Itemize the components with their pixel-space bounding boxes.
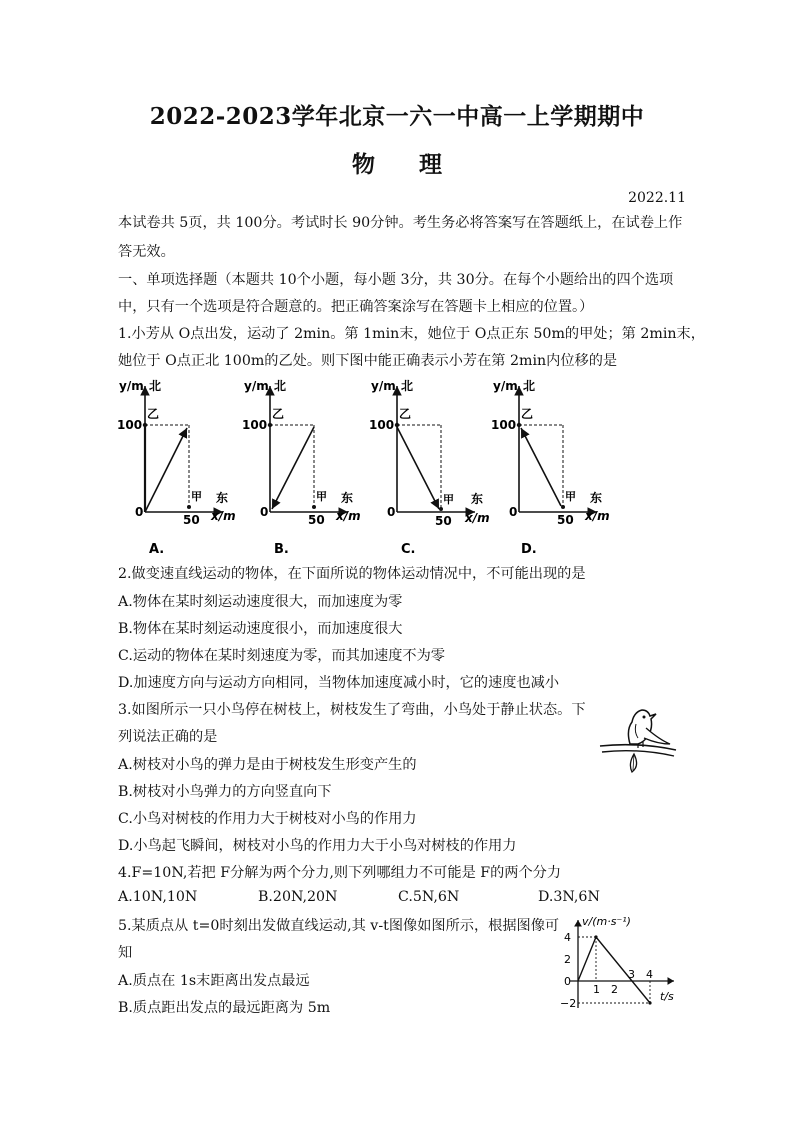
exam-date: 2022.11 <box>628 190 686 206</box>
q3-line-2: 列说法正确的是 <box>118 729 218 745</box>
svg-text:100: 100 <box>491 418 517 432</box>
q4-option-c: C.5N,6N <box>398 889 460 905</box>
svg-text:x/m: x/m <box>336 509 361 523</box>
svg-text:北: 北 <box>149 379 162 393</box>
q4-option-d: D.3N,6N <box>538 889 600 905</box>
svg-text:y/m: y/m <box>119 379 144 393</box>
vt-graph <box>556 912 680 1018</box>
q5-line-2: 知 <box>118 945 133 961</box>
svg-text:0: 0 <box>387 505 396 519</box>
y-tick-2: 2 <box>564 953 571 966</box>
svg-text:x/m: x/m <box>211 509 236 523</box>
svg-text:50: 50 <box>435 514 452 528</box>
q4-stem: 4.F=10N,若把 F分解为两个分力,则下列哪组力不可能是 F的两个分力 <box>118 865 562 881</box>
svg-text:y/m: y/m <box>493 379 518 393</box>
subject-char-1: 物 <box>351 151 375 178</box>
svg-text:100: 100 <box>242 418 268 432</box>
x-tick-3: 3 <box>628 968 635 981</box>
svg-text:A.: A. <box>149 542 165 557</box>
svg-text:x/m: x/m <box>585 509 610 523</box>
svg-text:0: 0 <box>135 505 144 519</box>
q3-line-1: 3.如图所示一只小鸟停在树枝上，树枝发生了弯曲，小鸟处于静止状态。下 <box>118 702 586 718</box>
svg-text:乙: 乙 <box>521 407 534 421</box>
svg-text:50: 50 <box>557 513 574 527</box>
graph-b <box>242 379 361 557</box>
svg-text:东: 东 <box>590 491 603 505</box>
t-axis-label: t/s <box>660 990 674 1003</box>
q4-option-a: A.10N,10N <box>118 889 198 905</box>
svg-text:0: 0 <box>260 505 269 519</box>
intro-line-2: 答无效。 <box>118 244 175 260</box>
svg-text:100: 100 <box>117 418 143 432</box>
section-heading-2: 中，只有一个选项是符合题意的。把正确答案涂写在答题卡上相应的位置。） <box>118 299 594 315</box>
svg-text:甲: 甲 <box>443 493 454 506</box>
svg-text:北: 北 <box>274 379 287 393</box>
y-tick-0: 0 <box>564 975 571 988</box>
subject-char-2: 理 <box>419 151 442 178</box>
svg-text:乙: 乙 <box>399 407 412 421</box>
q3-option-c: C.小鸟对树枝的作用力大于树枝对小鸟的作用力 <box>118 811 417 827</box>
section-heading-1: 一、单项选择题（本题共 10个小题，每小题 3分，共 30分。在每个小题给出的四个选项 <box>118 272 674 288</box>
q5-option-a: A.质点在 1s末距离出发点最远 <box>118 973 310 989</box>
x-tick-4: 4 <box>646 968 653 981</box>
q2-option-b: B.物体在某时刻运动速度很小，而加速度很大 <box>118 621 403 637</box>
svg-text:100: 100 <box>369 418 395 432</box>
svg-text:北: 北 <box>401 379 414 393</box>
x-tick-1: 1 <box>593 983 600 996</box>
page-title: 2022-2023学年北京一六一中高一上学期期中 <box>149 103 645 130</box>
svg-text:乙: 乙 <box>147 407 160 421</box>
graph-c <box>369 379 490 557</box>
svg-text:B.: B. <box>274 542 289 557</box>
q3-option-d: D.小鸟起飞瞬间，树枝对小鸟的作用力大于小鸟对树枝的作用力 <box>118 838 517 854</box>
svg-text:乙: 乙 <box>272 407 285 421</box>
q5-option-b: B.质点距出发点的最远距离为 5m <box>118 1000 331 1016</box>
q1-line-2: 她位于 O点正北 100m的乙处。则下图中能正确表示小芳在第 2min内位移的是 <box>118 353 618 369</box>
q3-option-a: A.树枝对小鸟的弹力是由于树枝发生形变产生的 <box>118 757 417 773</box>
q5-line-1: 5.某质点从 t=0时刻出发做直线运动,其 v-t图像如图所示，根据图像可 <box>118 918 560 934</box>
intro-line-1: 本试卷共 5页，共 100分。考试时长 90分钟。考生务必将答案写在答题纸上，在试卷上作 <box>118 215 683 231</box>
svg-text:0: 0 <box>509 505 518 519</box>
bird-on-branch-illustration <box>598 700 678 780</box>
svg-text:50: 50 <box>183 513 200 527</box>
svg-text:甲: 甲 <box>565 490 576 503</box>
svg-text:y/m: y/m <box>244 379 269 393</box>
q2-option-c: C.运动的物体在某时刻速度为零，而其加速度不为零 <box>118 648 445 664</box>
q2-stem: 2.做变速直线运动的物体，在下面所说的物体运动情况中，不可能出现的是 <box>118 566 586 582</box>
svg-text:北: 北 <box>523 379 536 393</box>
svg-text:50: 50 <box>308 513 325 527</box>
svg-text:x/m: x/m <box>465 511 490 525</box>
q4-option-b: B.20N,20N <box>258 889 338 905</box>
q1-line-1: 1.小芳从 O点出发，运动了 2min。第 1min末，她位于 O点正东 50m的甲处；第 2min末， <box>118 326 705 342</box>
graph-d <box>491 379 610 557</box>
q2-option-a: A.物体在某时刻运动速度很大，而加速度为零 <box>118 594 403 610</box>
q1-graphs <box>115 372 615 558</box>
q2-option-d: D.加速度方向与运动方向相同，当物体加速度减小时，它的速度也减小 <box>118 675 560 691</box>
svg-text:y/m: y/m <box>371 379 396 393</box>
y-tick-neg2: −2 <box>560 997 577 1010</box>
svg-text:甲: 甲 <box>316 490 327 503</box>
q3-option-b: B.树枝对小鸟弹力的方向竖直向下 <box>118 784 332 800</box>
y-tick-4: 4 <box>564 931 571 944</box>
svg-text:东: 东 <box>471 492 484 506</box>
svg-text:东: 东 <box>341 491 354 505</box>
graph-a <box>117 379 236 557</box>
x-tick-2: 2 <box>611 983 618 996</box>
subject-title <box>0 146 794 179</box>
svg-text:甲: 甲 <box>191 490 202 503</box>
svg-text:东: 东 <box>216 491 229 505</box>
svg-text:C.: C. <box>401 542 416 557</box>
v-axis-label: v/(m·s⁻¹) <box>582 915 631 928</box>
svg-text:D.: D. <box>521 542 537 557</box>
